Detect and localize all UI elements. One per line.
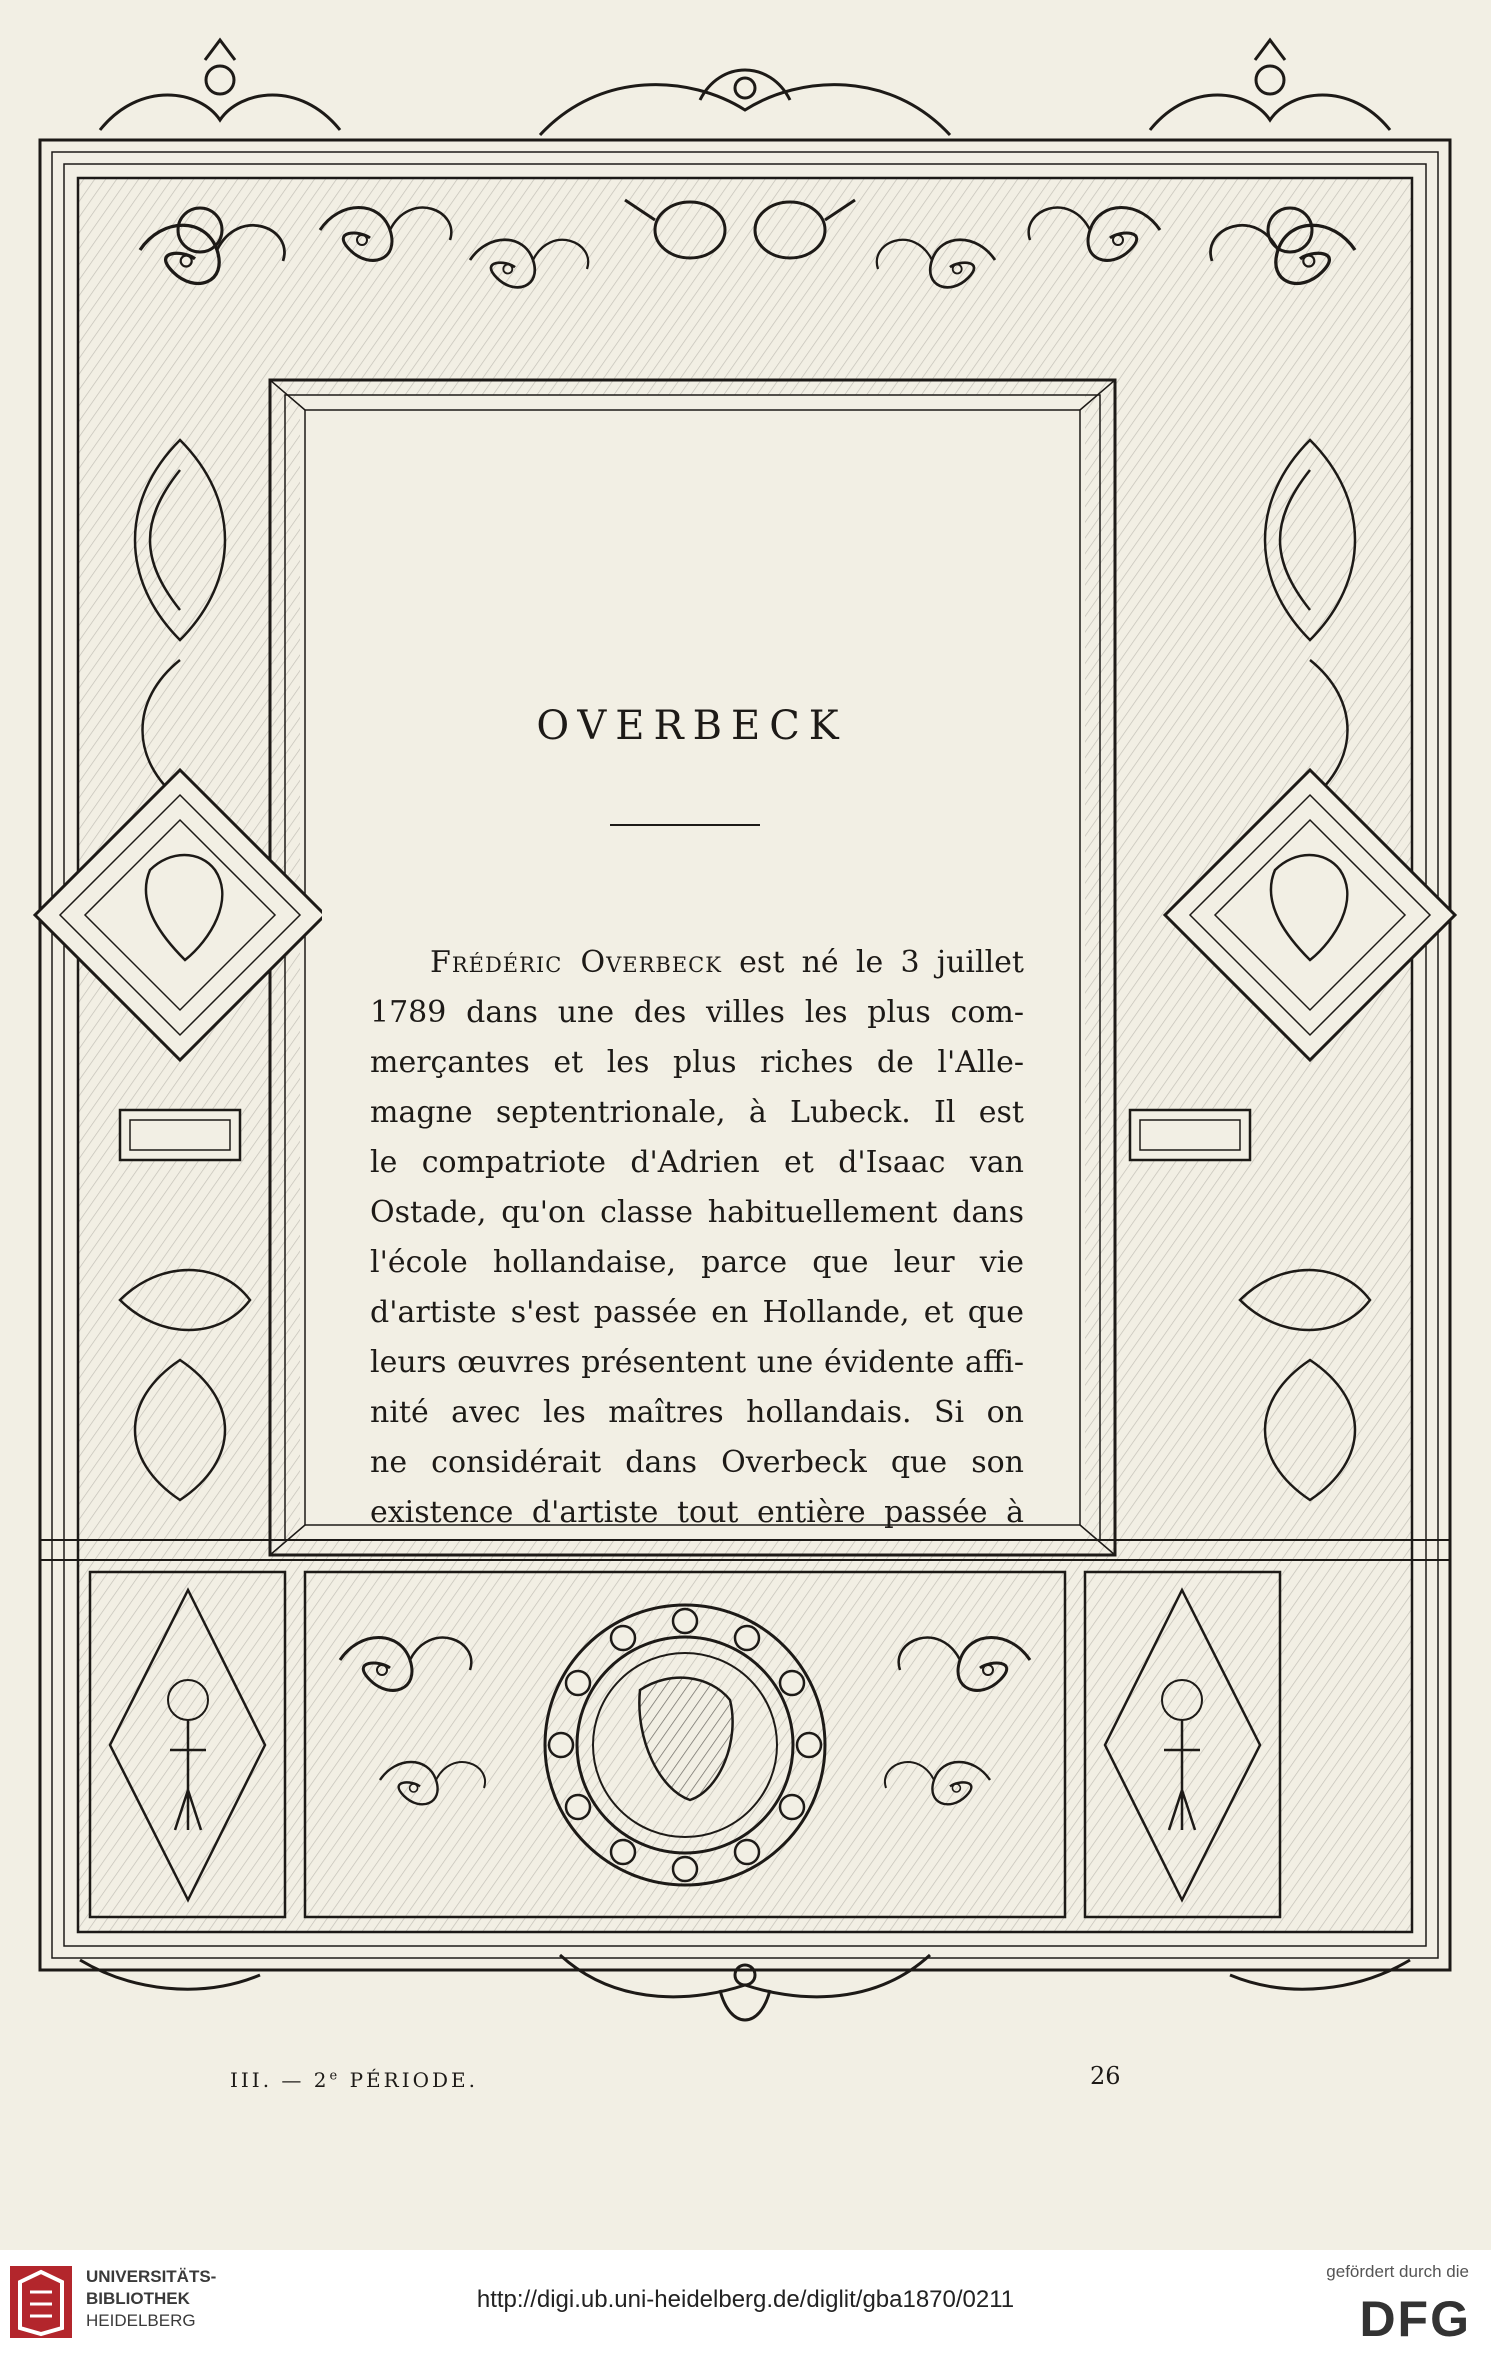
text-line: ne considérait dans Overbeck que son bbox=[370, 1445, 1024, 1480]
running-foot bbox=[230, 2068, 478, 2092]
digitization-footer bbox=[0, 2250, 1491, 2355]
text-line: magne septentrionale, à Lubeck. Il est bbox=[370, 1095, 1024, 1130]
text-line: 1789 dans une des villes les plus com- bbox=[370, 995, 1024, 1030]
body-paragraph bbox=[370, 938, 1024, 1538]
text-line: merçantes et les plus riches de l'Alle- bbox=[370, 1045, 1024, 1080]
text-line: le compatriote d'Adrien et d'Isaac van bbox=[370, 1145, 1024, 1180]
dfg-logo-icon: DFG bbox=[1359, 2291, 1471, 2347]
text-line: existence d'artiste tout entière passée à bbox=[370, 1495, 1024, 1530]
text-line: d'artiste s'est passée en Hollande, et que bbox=[370, 1295, 1024, 1330]
library-name: UNIVERSITÄTS- BIBLIOTHEK HEIDELBERG bbox=[86, 2267, 217, 2330]
text-line: Frédéric Overbeck est né le 3 juillet bbox=[430, 945, 1024, 980]
volume-label: III. — bbox=[230, 2068, 305, 2092]
funded-by-label: gefördert durch die bbox=[1326, 2262, 1469, 2281]
page-title: OVERBECK bbox=[536, 702, 848, 749]
source-url-link[interactable]: http://digi.ub.uni-heidelberg.de/diglit/gba1870/0211 bbox=[476, 2286, 1015, 2313]
text-line: nité avec les maîtres hollandais. Si on bbox=[370, 1395, 1024, 1430]
text-line: Ostade, qu'on classe habituellement dans bbox=[370, 1195, 1024, 1230]
text-line: leurs œuvres présentent une évidente affi- bbox=[370, 1345, 1024, 1380]
page-number: 26 bbox=[1090, 2062, 1121, 2090]
period-number: 2 bbox=[313, 2068, 330, 2092]
period-label: PÉRIODE. bbox=[349, 2068, 478, 2092]
text-line: l'école hollandaise, parce que leur vie bbox=[370, 1245, 1024, 1280]
text-panel bbox=[322, 418, 1062, 1530]
title-rule bbox=[610, 824, 760, 826]
period-superscript: e bbox=[329, 2068, 341, 2084]
lead-name: Frédéric Overbeck bbox=[430, 945, 722, 980]
